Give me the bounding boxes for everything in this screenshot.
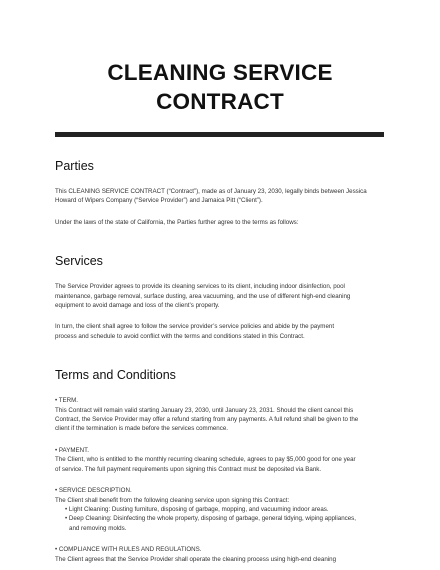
light-cleaning-item: • Light Cleaning: Dusting furniture, disposing of garbage, mopping, and vacuuming indoor areas. xyxy=(65,505,329,513)
deep-cleaning-item: • Deep Cleaning: Disinfecting the whole property, disposing of garbage, general tidying, wiping appliances, xyxy=(65,515,356,523)
term-label: • TERM. xyxy=(55,397,79,405)
compliance-label: • COMPLIANCE WITH RULES AND REGULATIONS. xyxy=(55,546,202,554)
parties-paragraph-2: Under the laws of the state of California, the Parties further agree to the terms as follows: xyxy=(55,218,299,226)
contract-body xyxy=(55,158,390,564)
services-paragraph-2: In turn, the client shall agree to follow the service provider’s service policies and abide by the payment process and schedule to avoid conflict with the terms and conditions stated in this Contract. xyxy=(55,323,335,340)
parties-heading: Parties xyxy=(55,159,94,173)
payment-clause: • PAYMENT. The Client, who is entitled to the monthly recurring cleaning schedule, agrees to pay $5,000 good for one year of service. The full payment requirements upon signing this Contract must be deposited via Bank. xyxy=(55,446,390,474)
payment-label: • PAYMENT. xyxy=(55,446,89,454)
document-title xyxy=(0,58,440,116)
service-description-clause: • SERVICE DESCRIPTION. The Client shall benefit from the following cleaning service upon signing this Contract: • Light Cleaning: Dusting furniture, disposing of garbage, mopping, and vacuuming indoor areas. • Deep Cleaning: Disinfecting the whole property, disposing of garbage, general tidying, wiping appliances, and removing molds. xyxy=(55,486,390,533)
title-line-1: CLEANING SERVICE xyxy=(107,60,333,85)
compliance-clause: • COMPLIANCE WITH RULES AND REGULATIONS. The Client agrees that the Service Provider shall operate the cleaning process using high-end cleaning xyxy=(55,545,390,564)
terms-heading: Terms and Conditions xyxy=(55,368,176,383)
service-description-label: • SERVICE DESCRIPTION. xyxy=(55,487,132,495)
parties-paragraph-1: This CLEANING SERVICE CONTRACT (“Contract”), made as of January 23, 2030, legally binds between Jessica Howard of Wipers Company (“Service Provider”) and Jamaica Pitt (“Client”). xyxy=(55,188,367,205)
services-paragraph-1: The Service Provider agrees to provide its cleaning services to its client, including indoor disinfection, pool maintenance, garbage removal, surface dusting, area vacuuming, and the use of different high-end cleaning equipment to avoid damage and loss of the client’s property. xyxy=(55,283,351,310)
title-line-2: CONTRACT xyxy=(156,89,284,114)
term-clause: • TERM. This Contract will remain valid starting January 23, 2030, until January 23, 2031. Should the client cancel this Contract, the Service Provider may offer a refund starting from any payments. A full refund shall be given to the client if the termination is made before the services commence. xyxy=(55,396,390,434)
services-heading: Services xyxy=(55,254,103,269)
title-divider xyxy=(55,132,384,137)
